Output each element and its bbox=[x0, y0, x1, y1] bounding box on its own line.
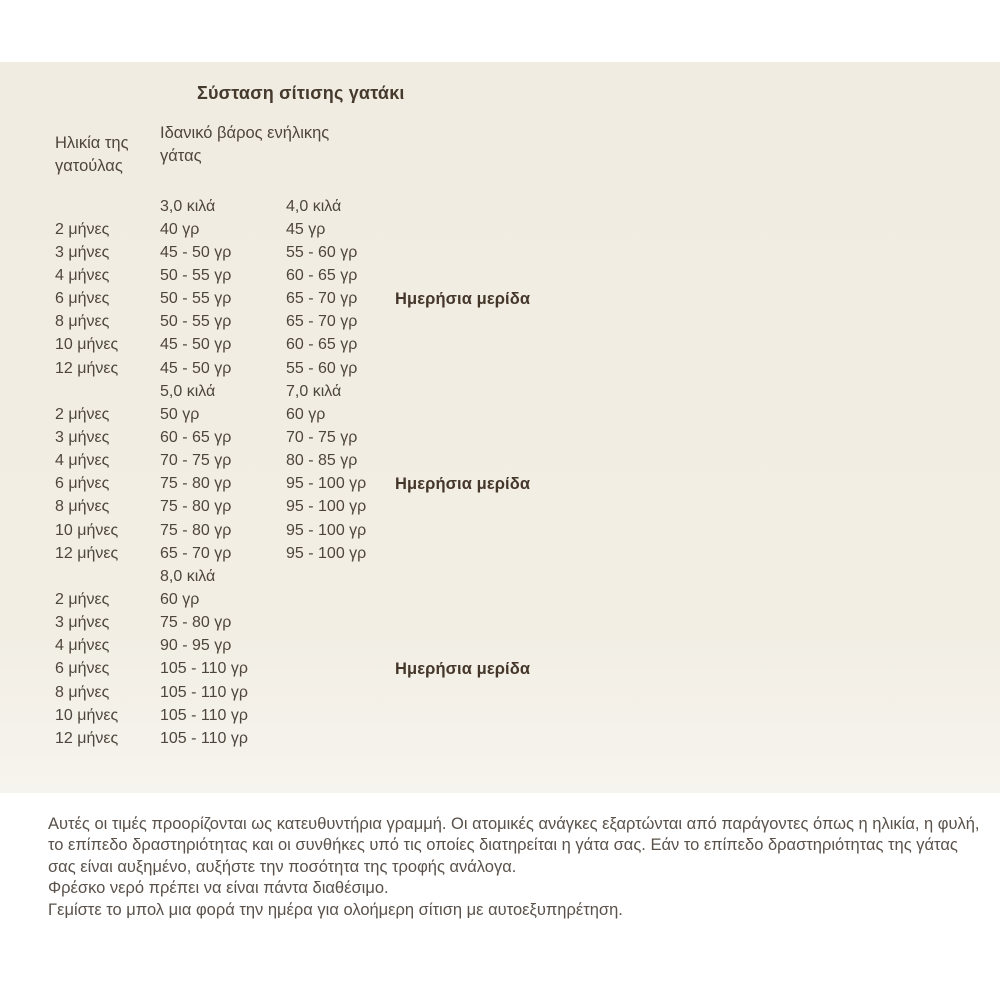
table-row bbox=[55, 588, 530, 611]
table-row bbox=[55, 218, 530, 241]
table-row bbox=[55, 727, 530, 750]
portion-cell: 40 γρ bbox=[160, 220, 200, 238]
portion-cell: 50 γρ bbox=[160, 405, 200, 423]
portion-cell: 50 - 55 γρ bbox=[160, 266, 232, 284]
table-row bbox=[55, 450, 530, 473]
table-row bbox=[55, 496, 530, 519]
portion-cell: 45 - 50 γρ bbox=[160, 243, 232, 261]
portion-cell: 70 - 75 γρ bbox=[286, 428, 358, 446]
portion-cell: 50 - 55 γρ bbox=[160, 313, 232, 331]
weight-cell: 8,0 κιλά bbox=[160, 567, 216, 585]
table-row bbox=[55, 473, 530, 496]
portion-cell: 55 - 60 γρ bbox=[286, 243, 358, 261]
portion-cell: 105 - 110 γρ bbox=[160, 729, 248, 747]
table-row bbox=[55, 519, 530, 542]
age-column-header: Ηλικία της γατούλας bbox=[55, 134, 129, 175]
age-cell: 6 μήνες bbox=[55, 290, 110, 308]
portion-cell: 45 - 50 γρ bbox=[160, 359, 232, 377]
daily-portion-label: Ημερήσια μερίδα bbox=[395, 289, 531, 308]
age-cell: 10 μήνες bbox=[55, 706, 119, 724]
table-row bbox=[55, 334, 530, 357]
portion-cell: 95 - 100 γρ bbox=[286, 498, 367, 516]
portion-cell: 65 - 70 γρ bbox=[286, 290, 358, 308]
portion-cell: 45 γρ bbox=[286, 220, 326, 238]
portion-cell: 65 - 70 γρ bbox=[160, 544, 232, 562]
age-cell: 8 μήνες bbox=[55, 313, 110, 331]
weight-header-row bbox=[55, 380, 530, 403]
portion-cell: 60 - 65 γρ bbox=[286, 336, 358, 354]
portion-cell: 105 - 110 γρ bbox=[160, 660, 248, 678]
portion-cell: 50 - 55 γρ bbox=[160, 290, 232, 308]
weight-header-row bbox=[55, 195, 530, 218]
weight-header-row bbox=[55, 565, 530, 588]
table-row bbox=[55, 704, 530, 727]
table-row bbox=[55, 264, 530, 287]
age-cell: 6 μήνες bbox=[55, 660, 110, 678]
age-cell: 2 μήνες bbox=[55, 405, 110, 423]
age-cell: 4 μήνες bbox=[55, 637, 110, 655]
age-cell: 3 μήνες bbox=[55, 243, 110, 261]
age-cell: 3 μήνες bbox=[55, 428, 110, 446]
portion-cell: 80 - 85 γρ bbox=[286, 452, 358, 470]
table-row bbox=[55, 403, 530, 426]
age-cell: 10 μήνες bbox=[55, 336, 119, 354]
table-row bbox=[55, 426, 530, 449]
weight-cell: 4,0 κιλά bbox=[286, 197, 342, 215]
portion-cell: 105 - 110 γρ bbox=[160, 706, 248, 724]
age-cell: 12 μήνες bbox=[55, 359, 119, 377]
age-cell: 10 μήνες bbox=[55, 521, 119, 539]
daily-portion-label: Ημερήσια μερίδα bbox=[395, 659, 531, 678]
footnotes bbox=[48, 814, 988, 921]
age-cell: 6 μήνες bbox=[55, 475, 110, 493]
page-title: Σύσταση σίτισης γατάκι bbox=[197, 83, 405, 103]
portion-cell: 95 - 100 γρ bbox=[286, 475, 367, 493]
weight-cell: 7,0 κιλά bbox=[286, 382, 342, 400]
portion-cell: 95 - 100 γρ bbox=[286, 544, 367, 562]
daily-portion-label: Ημερήσια μερίδα bbox=[395, 474, 531, 493]
portion-cell: 65 - 70 γρ bbox=[286, 313, 358, 331]
portion-cell: 60 - 65 γρ bbox=[160, 428, 232, 446]
age-cell: 12 μήνες bbox=[55, 544, 119, 562]
feeding-table bbox=[55, 195, 530, 750]
weight-column-header: Ιδανικό βάρος ενήλικης γάτας bbox=[160, 124, 330, 165]
bowl-fill-note: Γεμίστε το μπολ μια φορά την ημέρα για ολοήμερη σίτιση με αυτοεξυπηρέτηση. bbox=[48, 900, 623, 919]
age-cell: 2 μήνες bbox=[55, 220, 110, 238]
weight-cell: 5,0 κιλά bbox=[160, 382, 216, 400]
portion-cell: 60 - 65 γρ bbox=[286, 266, 358, 284]
age-cell: 8 μήνες bbox=[55, 498, 110, 516]
portion-cell: 55 - 60 γρ bbox=[286, 359, 358, 377]
age-cell: 4 μήνες bbox=[55, 266, 110, 284]
age-cell: 2 μήνες bbox=[55, 590, 110, 608]
portion-cell: 105 - 110 γρ bbox=[160, 683, 248, 701]
age-cell: 4 μήνες bbox=[55, 452, 110, 470]
table-row bbox=[55, 681, 530, 704]
table-row bbox=[55, 658, 530, 681]
table-row bbox=[55, 288, 530, 311]
age-cell: 12 μήνες bbox=[55, 729, 119, 747]
portion-cell: 60 γρ bbox=[160, 590, 200, 608]
portion-cell: 75 - 80 γρ bbox=[160, 614, 232, 632]
portion-cell: 75 - 80 γρ bbox=[160, 475, 232, 493]
portion-cell: 75 - 80 γρ bbox=[160, 521, 232, 539]
table-row bbox=[55, 357, 530, 380]
portion-cell: 70 - 75 γρ bbox=[160, 452, 232, 470]
age-cell: 8 μήνες bbox=[55, 683, 110, 701]
table-row bbox=[55, 542, 530, 565]
portion-cell: 95 - 100 γρ bbox=[286, 521, 367, 539]
table-row bbox=[55, 635, 530, 658]
age-cell: 3 μήνες bbox=[55, 614, 110, 632]
weight-cell: 3,0 κιλά bbox=[160, 197, 216, 215]
portion-cell: 45 - 50 γρ bbox=[160, 336, 232, 354]
guideline-note: Αυτές οι τιμές προορίζονται ως κατευθυντήρια γραμμή. Οι ατομικές ανάγκες εξαρτώνται από παράγοντες όπως η ηλικία, η φυλή, το επίπεδο δραστηριότητας και οι συνθήκες υπό τις οποίες διατηρείται η γάτα σας. Εάν το επίπεδο δραστηριότητας της γάτας σας είναι αυξημένο, αυξήστε την ποσότητα της τροφής ανάλογα. bbox=[48, 815, 980, 876]
portion-cell: 60 γρ bbox=[286, 405, 326, 423]
portion-cell: 75 - 80 γρ bbox=[160, 498, 232, 516]
portion-cell: 90 - 95 γρ bbox=[160, 637, 232, 655]
table-row bbox=[55, 612, 530, 635]
table-row bbox=[55, 311, 530, 334]
table-row bbox=[55, 241, 530, 264]
fresh-water-note: Φρέσκο νερό πρέπει να είναι πάντα διαθέσιμο. bbox=[48, 879, 389, 898]
